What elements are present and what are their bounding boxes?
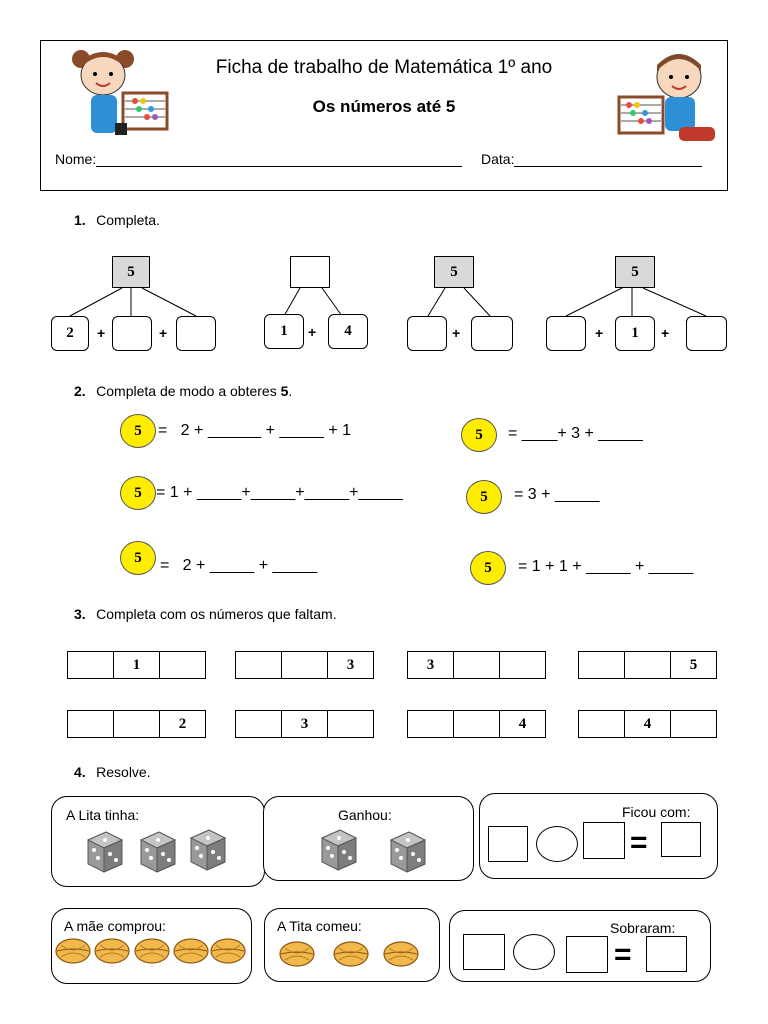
sequence-cell[interactable]: 2: [159, 710, 206, 738]
tree2-top-box[interactable]: [290, 256, 330, 288]
answer-box[interactable]: [646, 936, 687, 972]
target-five-circle: 5: [120, 541, 156, 575]
number-sequence: [236, 710, 374, 738]
walnut-icon: [211, 939, 245, 963]
tree2-box-2[interactable]: 4: [328, 314, 368, 349]
walnut-icon: [95, 939, 129, 963]
equation-3[interactable]: = 1 + _____+_____+_____+_____: [156, 484, 403, 501]
q2-number: 2.: [74, 383, 86, 399]
q4-heading: [74, 764, 151, 782]
sequence-cell[interactable]: [453, 710, 500, 738]
walnut-icon: [334, 942, 368, 966]
q2-heading: [74, 383, 292, 401]
walnut-icon: [384, 942, 418, 966]
number-sequence: [236, 651, 374, 679]
die-icon: [391, 832, 425, 872]
worksheet-subtitle: Os números até 5: [312, 97, 456, 116]
sequence-cell[interactable]: [113, 710, 160, 738]
die-icon: [191, 830, 225, 870]
tita-ate-label: A Tita comeu:: [277, 918, 362, 934]
sequence-cell[interactable]: 4: [499, 710, 546, 738]
tree1-plus-1: +: [97, 325, 106, 341]
equals-sign: =: [630, 826, 648, 859]
tree1-plus-2: +: [159, 325, 168, 341]
sequence-cell[interactable]: [624, 651, 671, 679]
answer-box[interactable]: [661, 822, 701, 857]
answer-box[interactable]: [488, 826, 528, 862]
sequence-cell[interactable]: 3: [327, 651, 374, 679]
equation-2[interactable]: = ____+ 3 + _____: [508, 425, 643, 442]
sequence-cell[interactable]: [235, 710, 282, 738]
name-label: Nome:: [55, 151, 97, 167]
tree4-box-2[interactable]: 1: [615, 316, 655, 351]
number-sequence: [68, 651, 206, 679]
target-five-circle: 5: [466, 480, 502, 514]
operator-circle[interactable]: [513, 934, 555, 970]
walnut-icon: [56, 939, 90, 963]
sequence-cell[interactable]: [407, 710, 454, 738]
walnut-icon: [174, 939, 208, 963]
sequence-cell[interactable]: [578, 710, 625, 738]
q4-number: 4.: [74, 764, 86, 780]
tree4-box-3[interactable]: [686, 316, 727, 351]
number-sequence: [68, 710, 206, 738]
answer-box[interactable]: [463, 934, 505, 970]
die-icon: [141, 832, 175, 872]
date-label: Data:: [481, 151, 515, 167]
answer-box[interactable]: [566, 936, 608, 973]
answer-box[interactable]: [583, 822, 625, 859]
number-sequence: [579, 651, 717, 679]
mother-bought-label: A mãe comprou:: [64, 918, 166, 934]
dice-group: [0, 820, 768, 880]
tree1-top-box: 5: [112, 256, 150, 288]
number-sequence: [408, 651, 546, 679]
target-five-circle: 5: [461, 418, 497, 452]
sequence-cell[interactable]: [159, 651, 206, 679]
walnut-icon: [135, 939, 169, 963]
sequence-cell[interactable]: 1: [113, 651, 160, 679]
sequence-cell[interactable]: [670, 710, 717, 738]
sequence-cell[interactable]: [67, 710, 114, 738]
sequence-cell[interactable]: 3: [281, 710, 328, 738]
sequence-cell[interactable]: [578, 651, 625, 679]
equation-6[interactable]: = 1 + 1 + _____ + _____: [518, 558, 694, 575]
target-five-circle: 5: [120, 476, 156, 510]
target-five-circle: 5: [470, 551, 506, 585]
q3-heading: [74, 606, 337, 624]
tree3-top-box: 5: [434, 256, 474, 288]
tree2-box-1[interactable]: 1: [264, 314, 304, 349]
sequence-cell[interactable]: [67, 651, 114, 679]
q3-number: 3.: [74, 606, 86, 622]
tree2-plus-1: +: [308, 324, 317, 340]
equation-5[interactable]: = 2 + _____ + _____: [160, 557, 318, 574]
lita-had-label: A Lita tinha:: [66, 807, 140, 823]
tree1-box-1[interactable]: 2: [51, 316, 89, 351]
tree4-plus-1: +: [595, 325, 604, 341]
target-five-circle: 5: [120, 414, 156, 448]
die-icon: [322, 830, 356, 870]
tree3-box-2[interactable]: [471, 316, 513, 351]
sequence-cell[interactable]: 4: [624, 710, 671, 738]
operator-circle[interactable]: [536, 826, 578, 862]
sequence-cell[interactable]: [499, 651, 546, 679]
tree4-top-box: 5: [615, 256, 655, 288]
tree4-box-1[interactable]: [546, 316, 586, 351]
tree3-box-1[interactable]: [407, 316, 447, 351]
walnut-icon: [280, 942, 314, 966]
number-sequence: [579, 710, 717, 738]
tree3-plus-1: +: [452, 325, 461, 341]
die-icon: [88, 832, 122, 872]
number-sequence: [408, 710, 546, 738]
sequence-cell[interactable]: [281, 651, 328, 679]
equation-4[interactable]: = 3 + _____: [514, 486, 600, 503]
sequence-cell[interactable]: [453, 651, 500, 679]
worksheet-title: Ficha de trabalho de Matemática 1º ano: [215, 57, 553, 78]
tree4-plus-2: +: [661, 325, 670, 341]
q4-text: Resolve.: [96, 764, 151, 780]
q1-tree-lines: [0, 0, 768, 360]
ended-with-label: Ficou com:: [622, 804, 691, 820]
gained-label: Ganhou:: [338, 807, 392, 823]
q1-text: Completa.: [96, 212, 160, 228]
q1-number: 1.: [74, 212, 86, 228]
sequence-cell[interactable]: 5: [670, 651, 717, 679]
sequence-cell[interactable]: 3: [407, 651, 454, 679]
q2-text: Completa de modo a obteres 5.: [96, 383, 293, 399]
q3-text: Completa com os números que faltam.: [96, 606, 337, 622]
sequence-cell[interactable]: [235, 651, 282, 679]
equation-1[interactable]: = 2 + ______ + _____ + 1: [158, 422, 352, 439]
equals-sign: =: [614, 938, 632, 971]
tree1-box-3[interactable]: [176, 316, 216, 351]
remaining-label: Sobraram:: [610, 920, 676, 936]
sequence-cell[interactable]: [327, 710, 374, 738]
tree1-box-2[interactable]: [112, 316, 152, 351]
